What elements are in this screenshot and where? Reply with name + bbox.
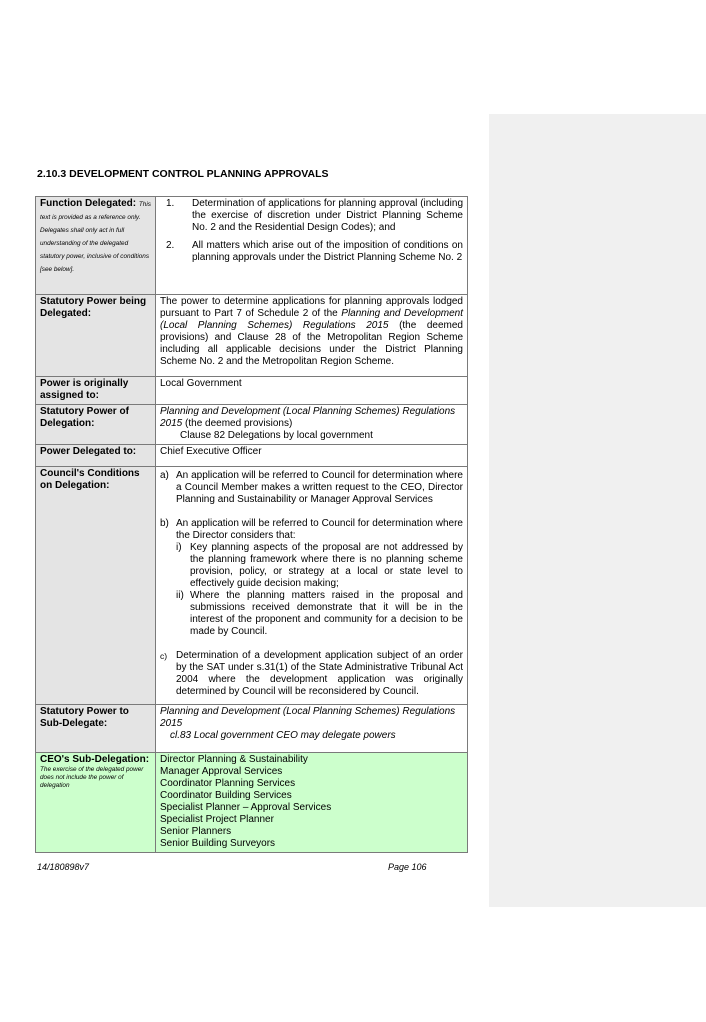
comment-pane <box>489 114 706 907</box>
sub-delegate-item: Coordinator Building Services <box>160 790 292 801</box>
function-item-1: 1. Determination of applications for planning approval (including the exercise of discretion under District Planning Scheme No. 2 and the Residential Design Codes); and <box>166 198 463 233</box>
row-sub-delegate <box>36 705 468 753</box>
condition-b-ii: ii) Where the planning matters raised in the proposal and submissions received demonstrate that it will be in the interest of the proponent and community for a decision to be made by Council. <box>176 590 463 637</box>
sub-delegate-item: Specialist Project Planner <box>160 814 274 825</box>
row-delegated-to <box>36 445 468 467</box>
condition-a: a) An application will be referred to Council for determination where a Council Member makes a written request to the CEO, Director Planning and Sustainability or Manager Approval Services <box>160 470 463 505</box>
row-function-delegated <box>36 197 468 295</box>
label-ceo-sub-delegation <box>36 753 156 853</box>
sub-delegate-item: Senior Planners <box>160 826 232 837</box>
label-function-delegated <box>36 197 156 295</box>
value-conditions <box>156 467 468 705</box>
delegation-table <box>35 196 468 853</box>
section-heading: 2.10.3 DEVELOPMENT CONTROL PLANNING APPROVALS <box>37 168 329 180</box>
row-ceo-sub-delegation <box>36 753 468 853</box>
row-originally-assigned <box>36 377 468 405</box>
label-note: This text is provided as a reference only. Delegates shall only act in full understanding of the delegated statutory power, inclusive of conditions [see below]. <box>40 201 151 273</box>
row-conditions <box>36 467 468 705</box>
label-conditions: Council's Conditions on Delegation: <box>36 467 156 705</box>
sub-delegate-item: Manager Approval Services <box>160 766 283 777</box>
function-item-2: 2. All matters which arise out of the imposition of conditions on planning approvals under the District Planning Scheme No. 2 <box>166 240 463 263</box>
sub-delegate-item: Coordinator Planning Services <box>160 778 296 789</box>
value-function-delegated <box>156 197 468 295</box>
label-originally-assigned: Power is originally assigned to: <box>36 377 156 405</box>
condition-b: b) An application will be referred to Council for determination where the Director considers that: i) Key planning aspects of the proposal are not addressed by the planning framework where there is no planning scheme provision, policy, or strategy at a local or state level to effectively guide decision making; ii) Where the planning matters raised in the proposal and submissions received demonstrate that it will be in the interest of the proponent and community for a decision to be made by Council. <box>160 518 463 637</box>
value-statutory-power: The power to determine applications for planning approvals lodged pursuant to Part 7 of Schedule 2 of the Planning and Development (Local Planning Schemes) Regulations 2015 (the deemed provisions) and Clause 28 of the Metropolitan Region Scheme including all applicable decisions under the District Planning Scheme No. 2 and the Metropolitan Region Scheme. <box>156 295 468 377</box>
condition-b-i: i) Key planning aspects of the proposal are not addressed by the planning framework where there is no planning scheme provision, policy, or strategy at a local or state level to effectively guide decision making; <box>176 542 463 589</box>
value-originally-assigned: Local Government <box>156 377 468 405</box>
footer-page-number: Page 106 <box>388 862 427 872</box>
label-sub-delegate: Statutory Power to Sub-Delegate: <box>36 705 156 753</box>
label-power-of-delegation: Statutory Power of Delegation: <box>36 405 156 445</box>
value-delegated-to: Chief Executive Officer <box>156 445 468 467</box>
condition-c: c) Determination of a development application subject of an order by the SAT under s.31(1) of the State Administrative Tribunal Act 2004 where the development application was originally determined by Council will be reconsidered by Council. <box>160 650 463 697</box>
footer-doc-ref: 14/180898v7 <box>37 862 90 872</box>
sub-delegate-item: Director Planning & Sustainability <box>160 754 308 765</box>
value-sub-delegate: Planning and Development (Local Planning Schemes) Regulations 2015 cl.83 Local government CEO may delegate powers <box>156 705 468 753</box>
label-statutory-power: Statutory Power being Delegated: <box>36 295 156 377</box>
row-power-of-delegation <box>36 405 468 445</box>
label-text: CEO's Sub-Delegation: <box>40 754 150 765</box>
sub-delegate-item: Senior Building Surveyors <box>160 838 276 849</box>
label-text: Function Delegated: <box>40 198 137 209</box>
value-ceo-sub-delegation <box>156 753 468 853</box>
value-power-of-delegation: Planning and Development (Local Planning Schemes) Regulations 2015 (the deemed provisions) Clause 82 Delegations by local government <box>156 405 468 445</box>
label-delegated-to: Power Delegated to: <box>36 445 156 467</box>
row-statutory-power <box>36 295 468 377</box>
sub-delegate-item: Specialist Planner – Approval Services <box>160 802 332 813</box>
label-note: The exercise of the delegated power does not include the power of delegation <box>40 766 144 789</box>
